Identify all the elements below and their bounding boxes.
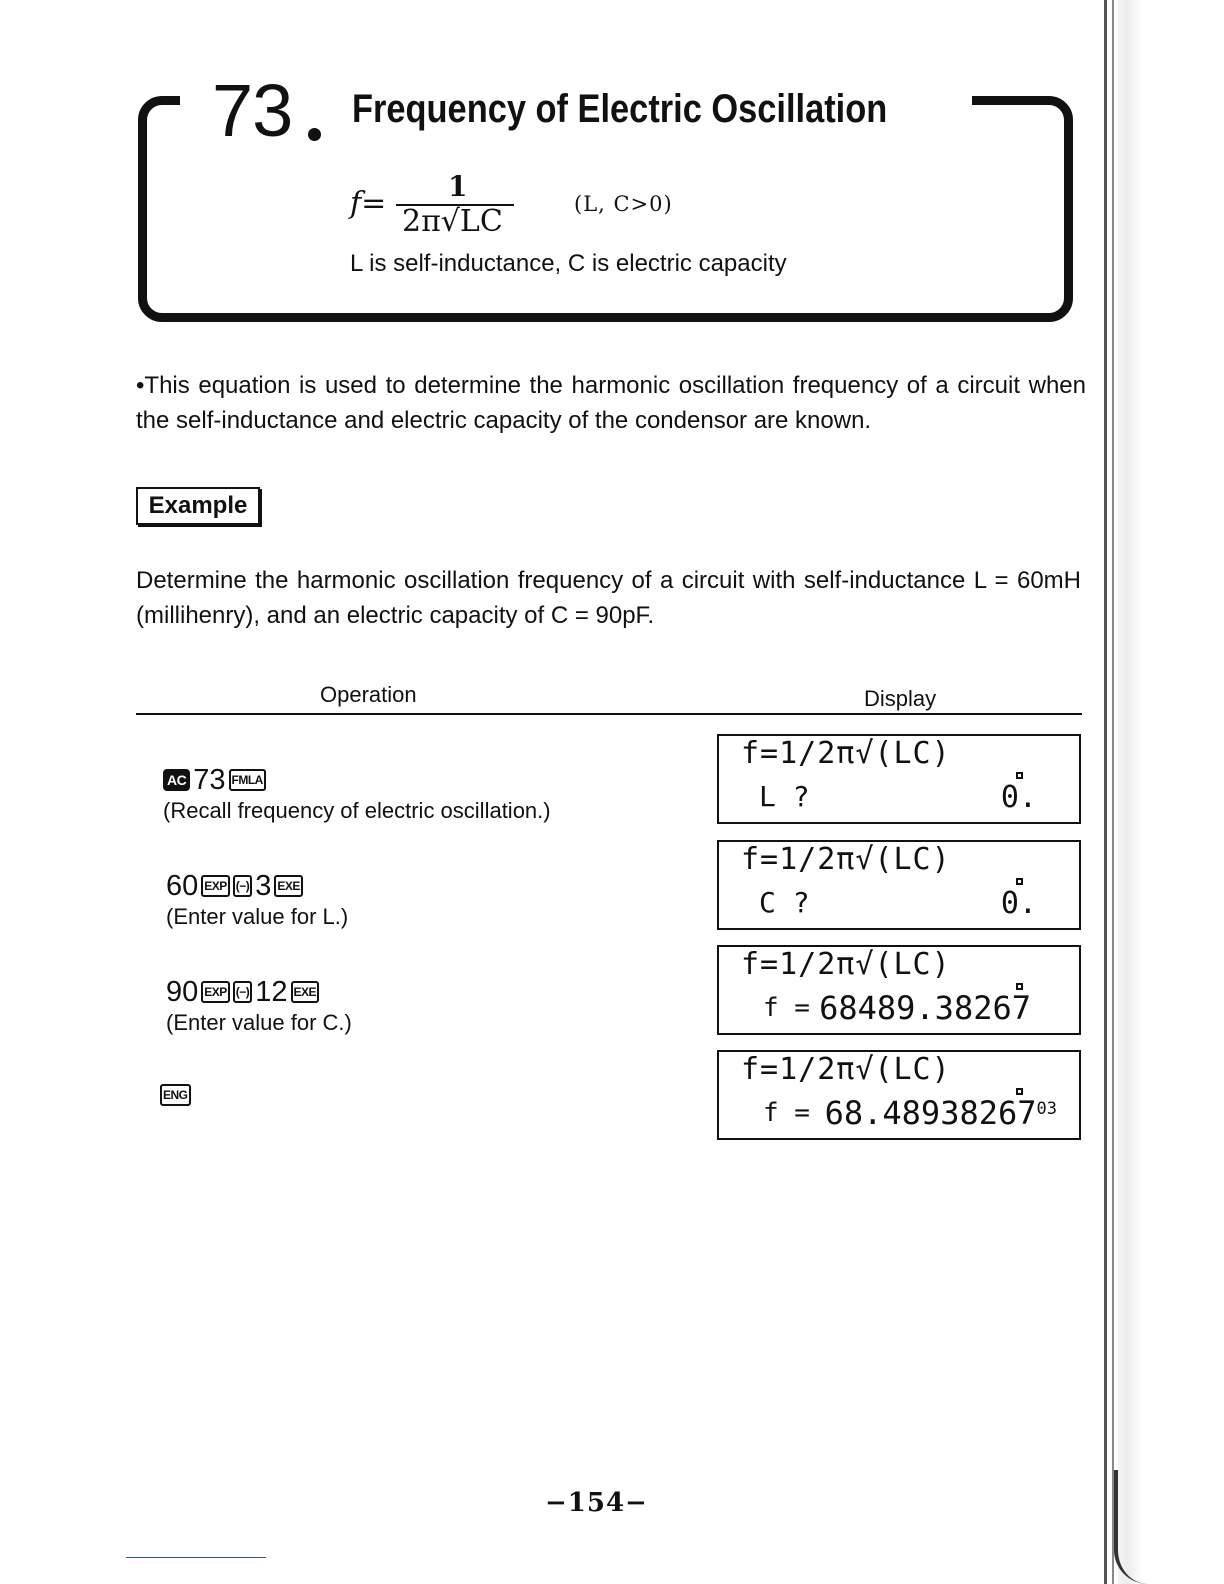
negative-key: (−) xyxy=(233,875,253,897)
formula-definition: L is self-inductance, C is electric capacity xyxy=(350,250,787,277)
formula-condition: (L, C>0) xyxy=(574,192,673,216)
display-indicator xyxy=(1016,878,1023,885)
example-label: Example xyxy=(136,487,260,525)
display-value: 0. xyxy=(1000,886,1037,921)
footer-line xyxy=(126,1557,266,1558)
exe-key: EXE xyxy=(291,981,320,1003)
display-result-label: f = xyxy=(763,993,810,1023)
display-column-header: Display xyxy=(864,686,937,711)
display-screen-1 xyxy=(717,734,1081,824)
example-paragraph: Determine the harmonic oscillation frequency of a circuit with self-inductance L = 60mH (millihenry), and an electric capacity of C = 90pF. xyxy=(136,567,1081,629)
step-note: (Enter value for L.) xyxy=(166,904,349,929)
description-paragraph: •This equation is used to determine the harmonic oscillation frequency of a circuit when the self-inductance and electric capacity of the condensor are known. xyxy=(136,372,1086,434)
display-prompt: C ? xyxy=(759,886,810,919)
display-value: 0. xyxy=(1000,780,1037,815)
display-formula-line: f=1/2π√(LC) xyxy=(741,947,951,982)
section-number-dot xyxy=(308,128,321,141)
step-digits: 3 xyxy=(255,870,272,902)
step-digits: 90 xyxy=(166,976,199,1008)
operation-column-header: Operation xyxy=(320,682,417,707)
display-formula-line: f=1/2π√(LC) xyxy=(741,736,951,771)
formula-numerator: 1 xyxy=(448,170,468,203)
negative-key: (−) xyxy=(233,981,253,1003)
step-digits: 60 xyxy=(166,870,199,902)
step-note: (Enter value for C.) xyxy=(166,1010,352,1035)
step-digits: 12 xyxy=(255,976,288,1008)
page-binding-curl xyxy=(1114,1470,1148,1584)
section-number: 73 xyxy=(212,69,293,152)
display-formula-line: f=1/2π√(LC) xyxy=(741,842,951,877)
operation-step-1 xyxy=(163,764,551,824)
exe-key: EXE xyxy=(274,875,303,897)
operation-step-2 xyxy=(166,870,348,930)
display-result-label: f = xyxy=(763,1098,810,1128)
display-screen-2 xyxy=(717,840,1081,930)
display-screen-4 xyxy=(717,1050,1081,1140)
eng-key: ENG xyxy=(160,1084,191,1106)
ac-key: AC xyxy=(163,769,190,791)
formula-variable: f= xyxy=(350,186,387,221)
table-header-rule xyxy=(136,713,1082,715)
step-digits: 73 xyxy=(193,764,226,796)
exp-key: EXP xyxy=(201,981,230,1003)
operation-step-4 xyxy=(160,1084,191,1106)
formula-denominator: 2π√LC xyxy=(402,204,503,239)
display-exponent: 03 xyxy=(1036,1099,1057,1119)
page-binding-edge xyxy=(1104,0,1107,1584)
page-binding-edge-inner xyxy=(1112,0,1114,1584)
operation-step-3 xyxy=(166,976,352,1036)
display-indicator xyxy=(1016,772,1023,779)
page-number: −154− xyxy=(545,1488,648,1518)
display-screen-3 xyxy=(717,945,1081,1035)
step-note: (Recall frequency of electric oscillation.) xyxy=(163,798,551,823)
page-binding-shadow xyxy=(1118,0,1142,1584)
fmla-key: FMLA xyxy=(229,769,266,791)
display-result-value: 68489.38267 xyxy=(819,989,1031,1027)
display-prompt: L ? xyxy=(759,780,810,813)
display-formula-line: f=1/2π√(LC) xyxy=(741,1052,951,1087)
exp-key: EXP xyxy=(201,875,230,897)
display-result-value: 68.48938267$^{03}$ xyxy=(824,1094,1057,1132)
section-title: Frequency of Electric Oscillation xyxy=(352,87,888,131)
